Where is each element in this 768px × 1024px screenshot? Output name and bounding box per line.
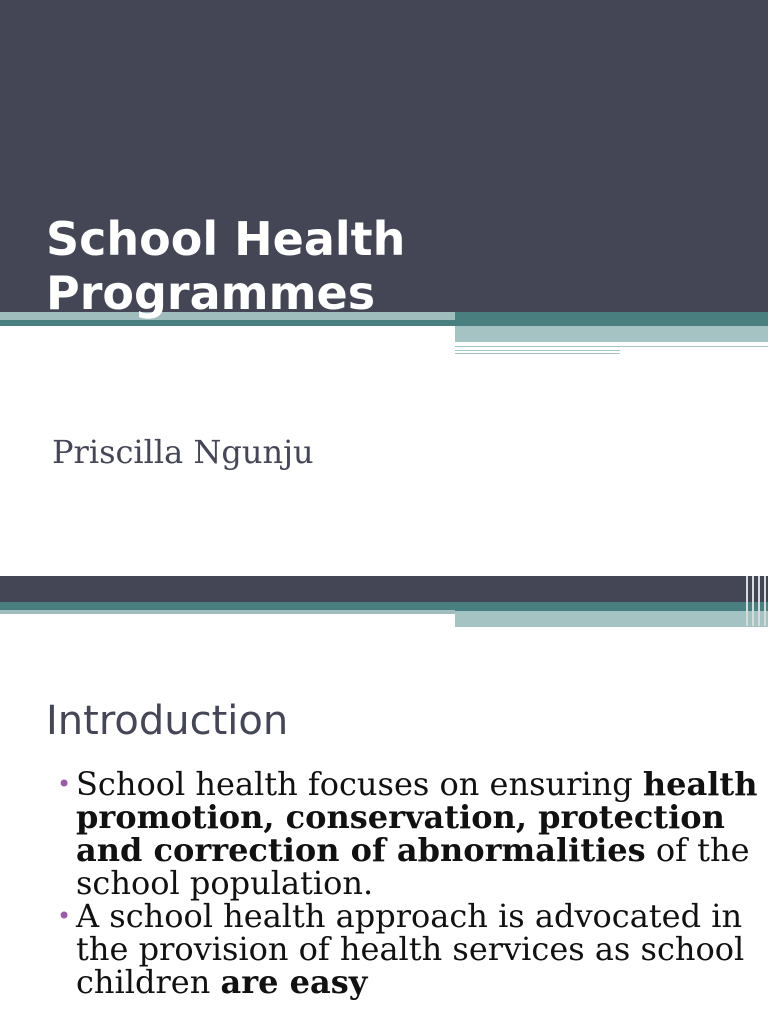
header-band [0, 576, 768, 602]
bullet-dot-icon: • [57, 902, 72, 930]
introduction-slide [0, 576, 768, 1024]
slide-title-line-2: Programmes [46, 266, 376, 320]
bullet-bold-text: are easy [220, 963, 368, 1001]
light-stripe-right [455, 611, 768, 627]
thin-line-2 [455, 350, 620, 351]
bullet-item [57, 897, 766, 1001]
slide-title-line-1: School Health [46, 212, 406, 266]
slide-heading: Introduction [46, 698, 289, 744]
bullet-item [57, 765, 766, 902]
bullet-list [57, 765, 766, 1001]
vertical-stripe-1 [746, 576, 748, 626]
vertical-stripe-4 [764, 576, 766, 626]
slide-title [46, 212, 405, 320]
bullet-bold-text: health promotion, conservation, protection and correction of abnormalities [76, 765, 758, 869]
thin-line-3 [455, 353, 620, 354]
thin-line-1 [455, 346, 768, 347]
vertical-stripe-3 [758, 576, 760, 626]
bullet-text: A school health approach is advocated in the provision of health services as school children [76, 897, 745, 1001]
vertical-stripe-2 [752, 576, 754, 626]
bullet-text: of the school population. [76, 831, 750, 902]
light-stripe-left [0, 610, 455, 614]
slide-author: Priscilla Ngunju [52, 433, 314, 471]
bullet-dot-icon: • [57, 770, 72, 798]
light-stripe-right [455, 326, 768, 342]
bullet-text: School health focuses on ensuring [76, 765, 643, 803]
